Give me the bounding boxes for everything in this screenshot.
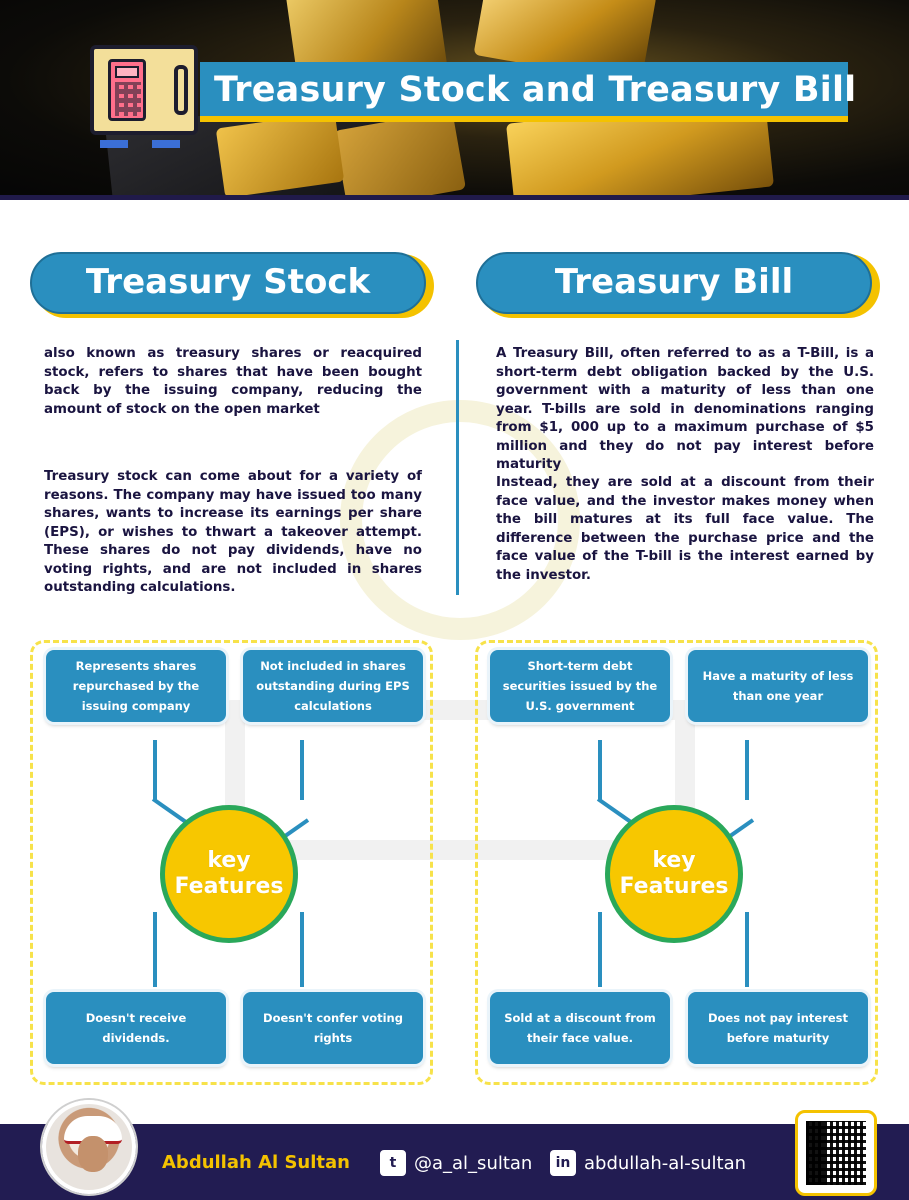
twitter-handle: @a_al_sultan	[414, 1152, 533, 1174]
avatar	[42, 1100, 136, 1194]
connector-line	[745, 912, 749, 987]
connector-line	[598, 740, 602, 800]
header-divider	[0, 195, 909, 200]
calculator-icon	[108, 59, 146, 121]
section-title: Treasury Bill	[554, 262, 794, 302]
twitter-icon: t	[380, 1150, 406, 1176]
connector-line	[745, 740, 749, 800]
treasury-stock-reasons: Treasury stock can come about for a variety of reasons. The company may have issued too many shares, wants to increase its earnings per share (EPS), or wishes to thwart a takeover attempt. These shares do not pay dividends, have no voting rights, and are not included in shares outstanding calculations.	[44, 469, 422, 595]
section-title: Treasury Stock	[85, 262, 371, 302]
calculator-safe-icon	[90, 45, 198, 135]
key-features-label: key Features	[619, 848, 729, 899]
key-features-circle	[605, 805, 743, 943]
key-features-circle	[160, 805, 298, 943]
linkedin-handle: abdullah-al-sultan	[584, 1152, 747, 1174]
connector-line	[598, 912, 602, 987]
feature-box: Does not pay interest before maturity	[688, 992, 868, 1064]
feature-box: Represents shares repurchased by the issuing company	[46, 650, 226, 722]
feature-box: Doesn't receive dividends.	[46, 992, 226, 1064]
qr-code[interactable]	[795, 1110, 877, 1196]
safe-foot	[152, 140, 180, 148]
feature-box: Doesn't confer voting rights	[243, 992, 423, 1064]
connector-line	[153, 912, 157, 987]
feature-box: Not included in shares outstanding during EPS calculations	[243, 650, 423, 722]
feature-box: Have a maturity of less than one year	[688, 650, 868, 722]
connector-line	[300, 740, 304, 800]
treasury-bill-heading	[476, 252, 880, 318]
treasury-bill-discount: Instead, they are sold at a discount from their face value, and the investor makes money when the bill matures at its full face value. The difference between the purchase price and the face value of the T-bill is the interest earned by the investor.	[496, 475, 874, 583]
connector-line	[153, 740, 157, 800]
treasury-bill-definition: A Treasury Bill, often referred to as a T-Bill, is a short-term debt obligation backed by the U.S. government with a maturity of less than one year. T-bills are sold in denominations ranging from $1, 000 up to a maximum purchase of $5 million and they do not pay interest before maturity	[496, 346, 874, 472]
twitter-link[interactable]	[380, 1150, 532, 1176]
linkedin-icon: in	[550, 1150, 576, 1176]
key-features-label: key Features	[174, 848, 284, 899]
author-name: Abdullah Al Sultan	[162, 1152, 350, 1173]
safe-foot	[100, 140, 128, 148]
feature-box: Short-term debt securities issued by the U.S. government	[490, 650, 670, 722]
treasury-stock-heading	[30, 252, 434, 318]
safe-handle-icon	[174, 65, 188, 115]
linkedin-link[interactable]	[550, 1150, 746, 1176]
page-title: Treasury Stock and Treasury Bill	[214, 70, 857, 110]
column-divider	[456, 340, 459, 595]
feature-box: Sold at a discount from their face value.	[490, 992, 670, 1064]
treasury-stock-definition: also known as treasury shares or reacquired stock, refers to shares that have been bought back by the issuing company, reducing the amount of stock on the open market	[44, 346, 422, 417]
qr-code-pattern	[806, 1121, 866, 1185]
connector-line	[300, 912, 304, 987]
